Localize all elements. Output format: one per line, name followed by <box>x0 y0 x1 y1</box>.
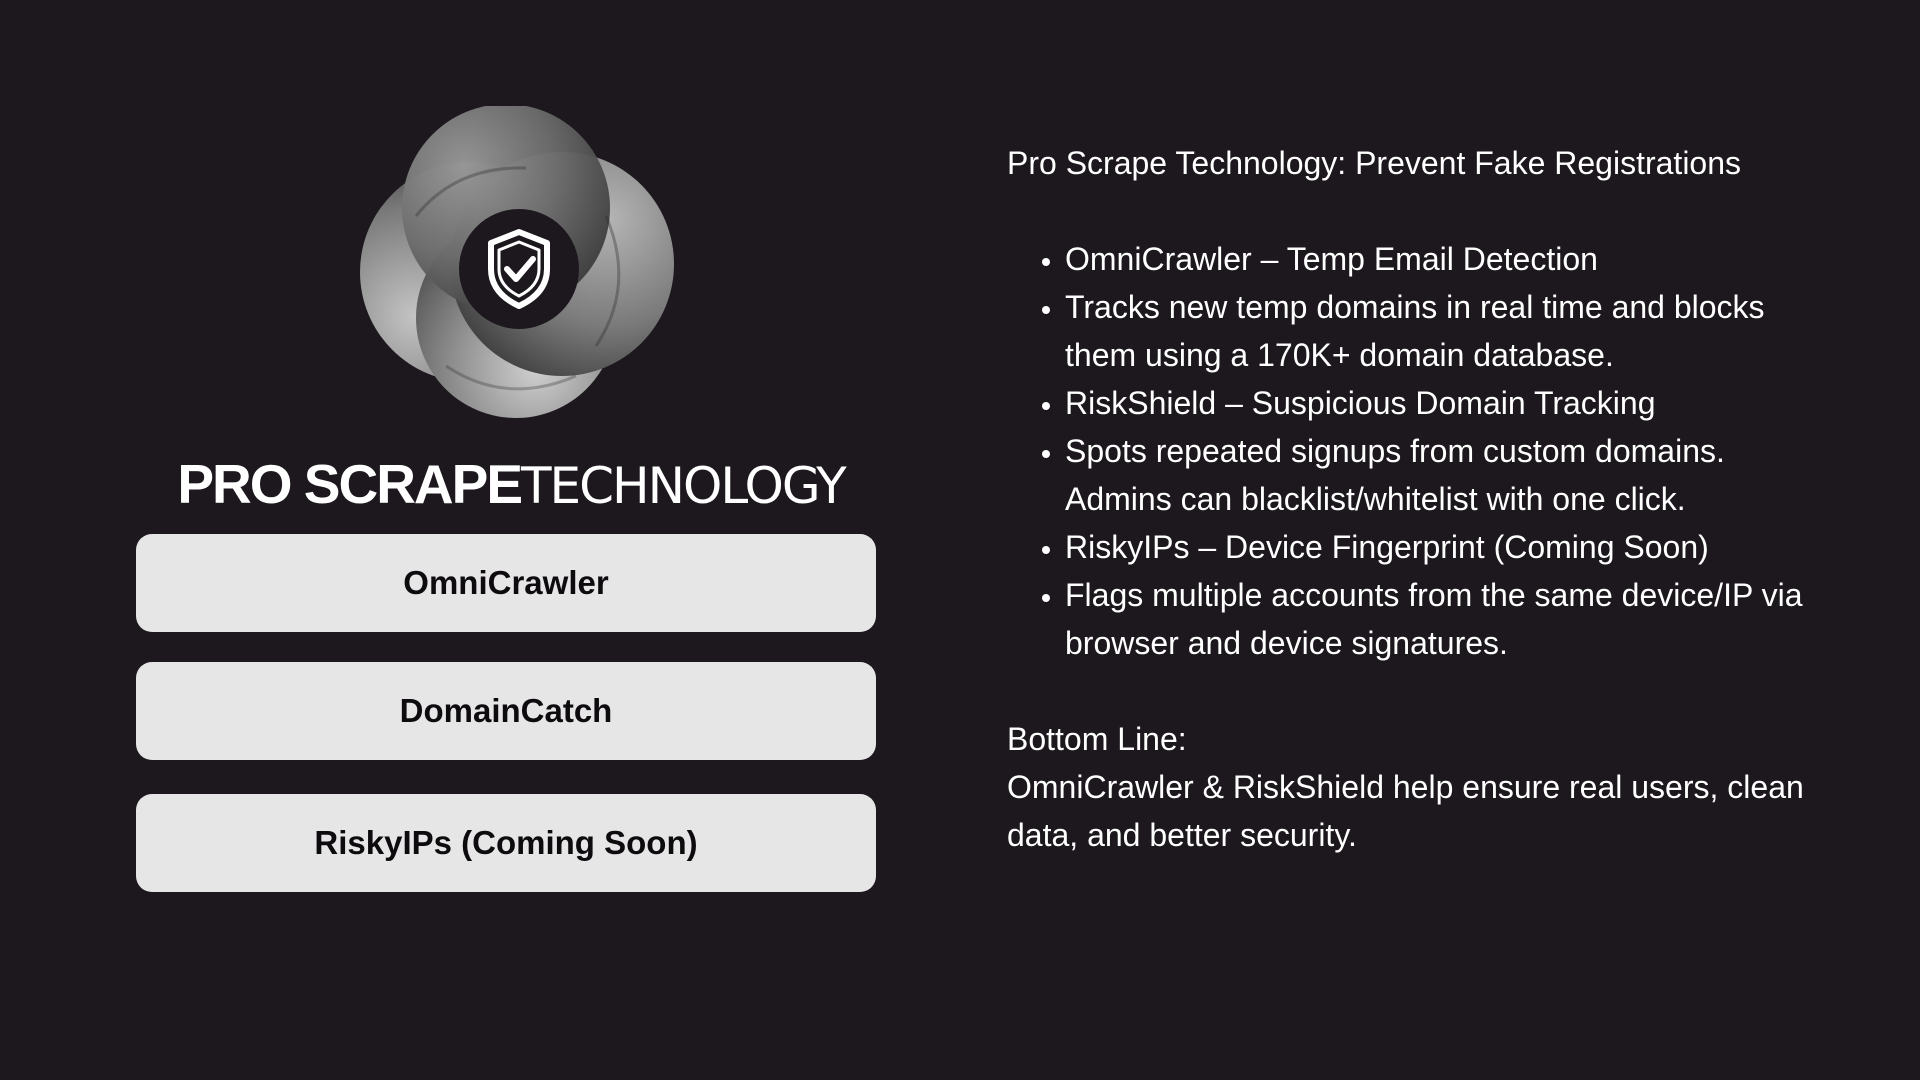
content-title: Pro Scrape Technology: Prevent Fake Registrations <box>1007 145 1742 181</box>
logo-swirl-graphic <box>356 106 676 426</box>
brand-light-text: TECHNOLOGY <box>521 457 845 515</box>
list-item: • Flags multiple accounts from the same device/IP via browser and device signatures. <box>1065 571 1807 667</box>
brand-wordmark <box>0 450 1022 520</box>
logo <box>356 106 676 426</box>
bottom-line-heading: Bottom Line: <box>1007 721 1187 757</box>
list-item: • OmniCrawler – Temp Email Detection <box>1065 235 1807 283</box>
omnicrawler-button[interactable]: OmniCrawler <box>136 534 876 632</box>
list-item: • RiskyIPs – Device Fingerprint (Coming Soon) <box>1065 523 1807 571</box>
riskyips-button[interactable]: RiskyIPs (Coming Soon) <box>136 794 876 892</box>
list-item: • RiskShield – Suspicious Domain Tracking <box>1065 379 1807 427</box>
domaincatch-button[interactable]: DomainCatch <box>136 662 876 760</box>
list-item: • Spots repeated signups from custom domains. Admins can blacklist/whitelist with one click. <box>1065 427 1807 523</box>
list-item: • Tracks new temp domains in real time and blocks them using a 170K+ domain database. <box>1065 283 1807 379</box>
feature-list <box>1007 235 1807 667</box>
brand-bold-text: PRO SCRAPE <box>177 453 522 515</box>
bottom-line-text: OmniCrawler & RiskShield help ensure real users, clean data, and better security. <box>1007 769 1804 853</box>
feature-description <box>1007 139 1807 859</box>
